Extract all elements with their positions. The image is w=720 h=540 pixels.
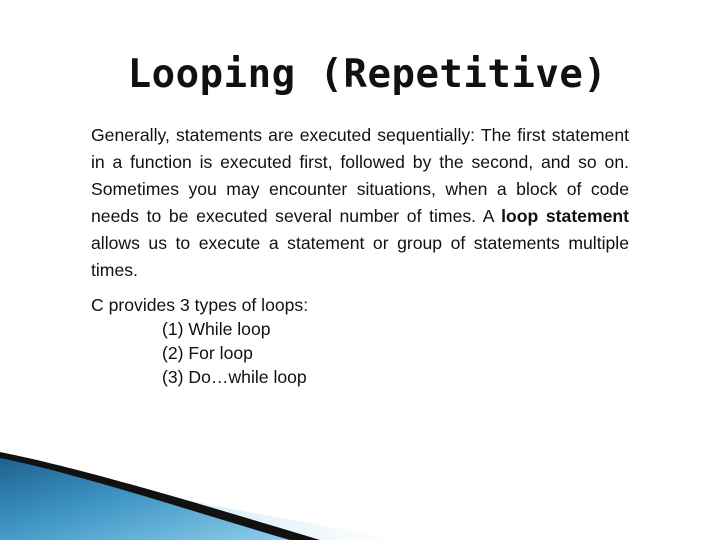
loop-types-list <box>91 293 511 389</box>
paragraph-text-end: allows us to execute a statement or group of statements multiple times. <box>91 233 629 280</box>
loop-type-item: (3) Do…while loop <box>162 367 307 387</box>
slide-title: Looping (Repetitive) <box>127 52 608 97</box>
decorative-wave-graphic <box>0 440 720 540</box>
loop-type-item: (2) For loop <box>162 343 253 363</box>
body-paragraph <box>91 122 629 284</box>
paragraph-text-start: Generally, statements are executed sequentially: The first statement in a function is executed first, followed by the second, and so on. Sometimes you may encounter situations, when a block of code needs to be executed several number of times. A <box>91 125 629 226</box>
loop-type-item: (1) While loop <box>162 319 271 339</box>
loop-types-intro: C provides 3 types of loops: <box>91 295 309 315</box>
paragraph-bold-term: loop statement <box>501 206 630 226</box>
